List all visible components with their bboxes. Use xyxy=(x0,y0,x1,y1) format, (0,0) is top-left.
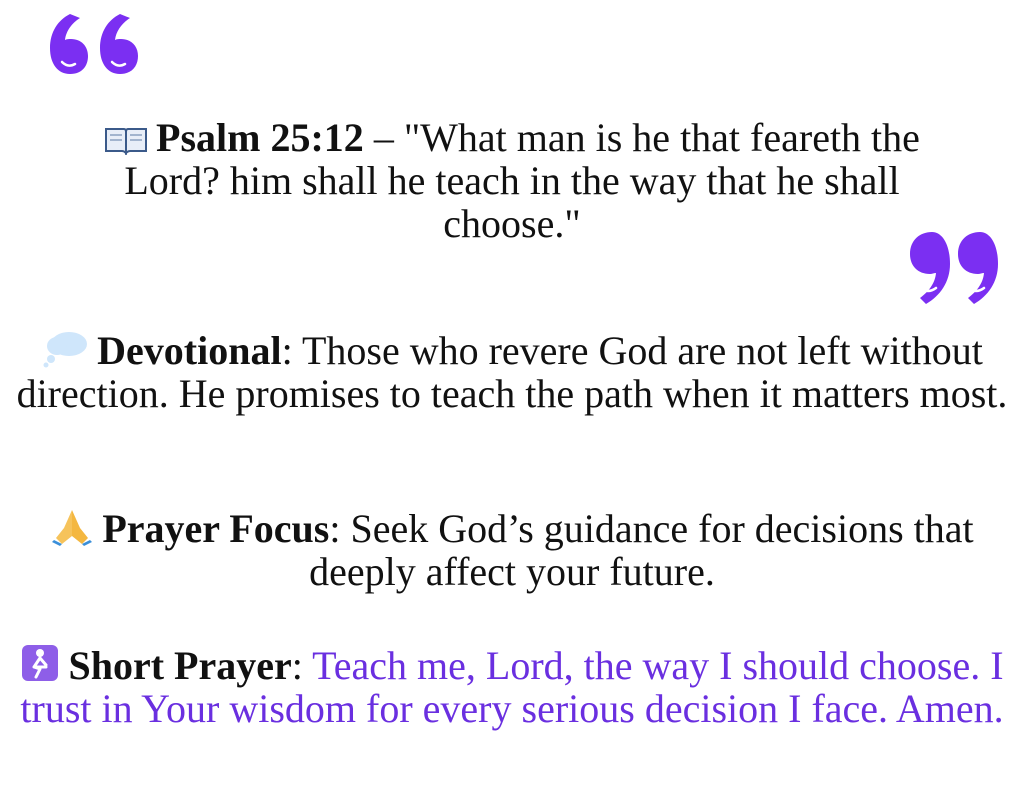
prayer-focus-block xyxy=(0,506,1024,593)
kneeling-person-icon xyxy=(20,643,60,683)
verse-text: "What man is he that feareth the Lord? him shall he teach in the way that he shall choose." xyxy=(124,115,920,246)
open-book-icon xyxy=(104,125,148,155)
prayer-focus-text: Seek God’s guidance for decisions that deeply affect your future. xyxy=(309,506,974,594)
verse-reference: Psalm 25:12 xyxy=(156,115,364,160)
short-prayer-text: Teach me, Lord, the way I should choose. I trust in Your wisdom for every serious decision I face. Amen. xyxy=(20,643,1004,731)
short-prayer-separator: : xyxy=(291,643,313,688)
short-prayer-block xyxy=(0,643,1024,730)
devotional-block xyxy=(0,328,1024,415)
verse-block xyxy=(0,116,1024,245)
prayer-focus-separator: : xyxy=(329,506,351,551)
praying-hands-icon xyxy=(50,506,94,546)
devotional-label: Devotional xyxy=(97,328,282,373)
devotional-separator: : xyxy=(281,328,302,373)
open-quote-icon xyxy=(44,0,144,76)
devotional-text: Those who revere God are not left without direction. He promises to teach the path when it matters most. xyxy=(16,328,1008,416)
short-prayer-label: Short Prayer xyxy=(68,643,292,688)
thought-bubble-icon xyxy=(41,328,89,368)
prayer-focus-label: Prayer Focus xyxy=(102,506,330,551)
verse-separator: – xyxy=(363,115,404,160)
